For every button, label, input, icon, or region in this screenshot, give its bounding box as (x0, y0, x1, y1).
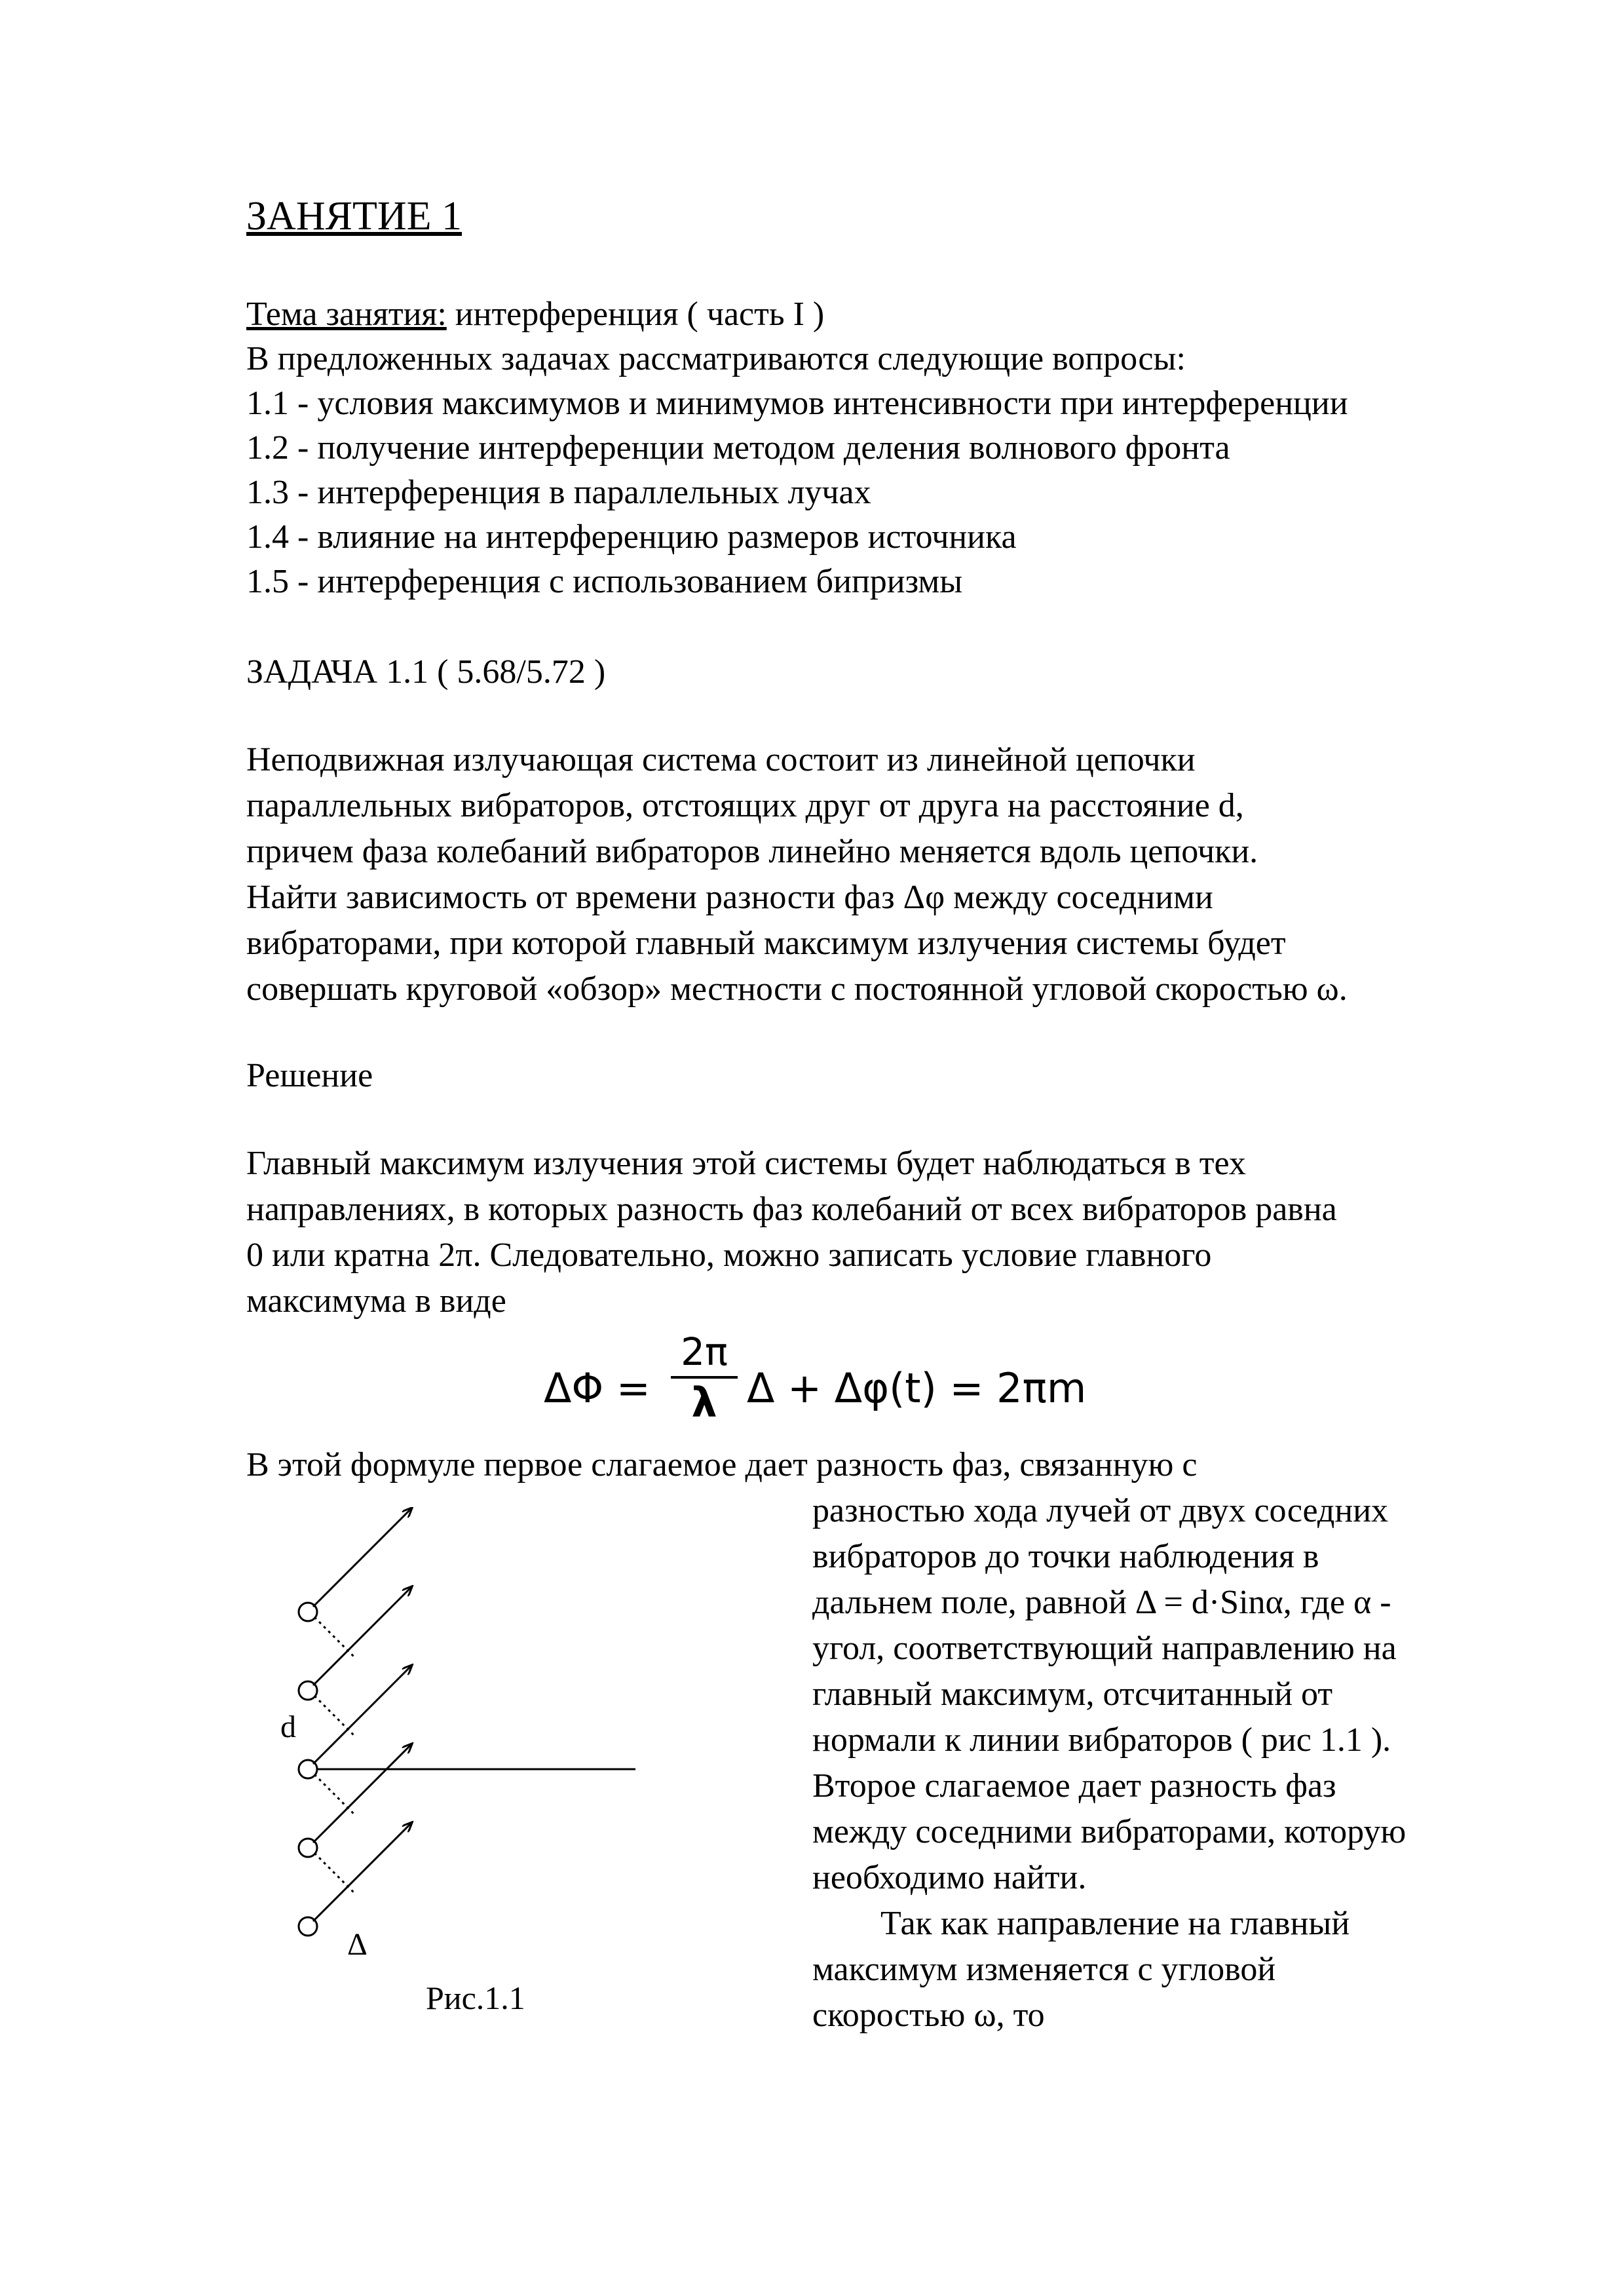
problem-title: ЗАДАЧА 1.1 ( 5.68/5.72 ) (246, 653, 606, 691)
topic-line (246, 295, 824, 334)
ray-arrow (313, 1744, 411, 1843)
right-column-line: скоростью ω, то (812, 1997, 1045, 2034)
solution-text-line: 0 или кратна 2π. Следовательно, можно записать условие главного (246, 1236, 1212, 1274)
intro-text: В предложенных задачах рассматриваются следующие вопросы: (246, 340, 1186, 377)
path-difference-line (314, 1853, 354, 1892)
right-column-line: угол, соответствующий направлению на (812, 1630, 1397, 1667)
formula-fraction (668, 1330, 740, 1425)
formula-numerator: 2π (681, 1330, 728, 1374)
topic-label: Тема занятия: (246, 296, 447, 333)
right-column-line: Так как направление на главный (812, 1905, 1350, 1942)
path-difference-line (314, 1617, 354, 1656)
problem-text-line: совершать круговой «обзор» местности с постоянной угловой скоростью ω. (246, 970, 1348, 1008)
solution-text-line: направлениях, в которых разность фаз колебаний от всех вибраторов равна (246, 1191, 1337, 1228)
ray-arrow (313, 1587, 411, 1685)
right-column-line: нормали к линии вибраторов ( рис 1.1 ). (812, 1721, 1391, 1759)
question-item: 1.2 - получение интерференции методом деления волнового фронта (246, 429, 1230, 467)
figure-caption: Рис.1.1 (426, 1980, 525, 2016)
figure-label-d: d (280, 1710, 296, 1744)
page-title: ЗАНЯТИЕ 1 (246, 194, 462, 239)
ray-arrow (313, 1666, 411, 1764)
right-column-line: разностью хода лучей от двух соседних (812, 1492, 1389, 1529)
problem-text-line: параллельных вибраторов, отстоящих друг от друга на расстояние d, (246, 787, 1244, 824)
formula-rhs: Δ + Δφ(t) = 2πm (747, 1364, 1087, 1412)
figure-label-delta: Δ (347, 1927, 368, 1962)
right-column-line: главный максимум, отсчитанный от (812, 1675, 1333, 1713)
right-column-line: максимум изменяется с угловой (812, 1951, 1276, 1988)
problem-text-line: Найти зависимость от времени разности фаз Δφ между соседними (246, 879, 1213, 916)
after-formula-text: В этой формуле первое слагаемое дает разность фаз, связанную с (246, 1446, 1198, 1483)
ray-arrow (313, 1823, 411, 1921)
topic-text: интерференция ( часть I ) (446, 296, 825, 333)
solution-text-line: максимума в виде (246, 1282, 506, 1320)
path-difference-line (314, 1774, 354, 1814)
right-column-line: вибраторов до точки наблюдения в (812, 1538, 1319, 1575)
question-item: 1.5 - интерференция с использованием бипризмы (246, 563, 963, 600)
problem-text-line: вибраторами, при которой главный максимум излучения системы будет (246, 925, 1286, 962)
right-column-line: Второе слагаемое дает разность фаз (812, 1767, 1336, 1805)
solution-heading: Решение (246, 1057, 373, 1094)
right-column-line: между соседними вибраторами, которую (812, 1813, 1407, 1850)
problem-text-line: причем фаза колебаний вибраторов линейно меняется вдоль цепочки. (246, 833, 1258, 870)
right-column-line: необходимо найти. (812, 1859, 1087, 1896)
question-item: 1.4 - влияние на интерференцию размеров источника (246, 518, 1017, 556)
question-item: 1.1 - условия максимумов и минимумов интенсивности при интерференции (246, 385, 1348, 422)
figure-diagram (275, 1507, 694, 2031)
path-difference-line (314, 1696, 354, 1735)
solution-text-line: Главный максимум излучения этой системы будет наблюдаться в тех (246, 1145, 1246, 1182)
right-column-line: дальнем поле, равной Δ = d·Sinα, где α - (812, 1584, 1391, 1621)
ray-arrow (313, 1508, 411, 1607)
problem-text-line: Неподвижная излучающая система состоит из линейной цепочки (246, 741, 1196, 778)
question-item: 1.3 - интерференция в параллельных лучах (246, 474, 871, 511)
formula-lhs: ΔΦ = (544, 1364, 651, 1412)
formula-denominator: λ (691, 1379, 717, 1426)
figure-vibrator-array (275, 1507, 694, 2031)
